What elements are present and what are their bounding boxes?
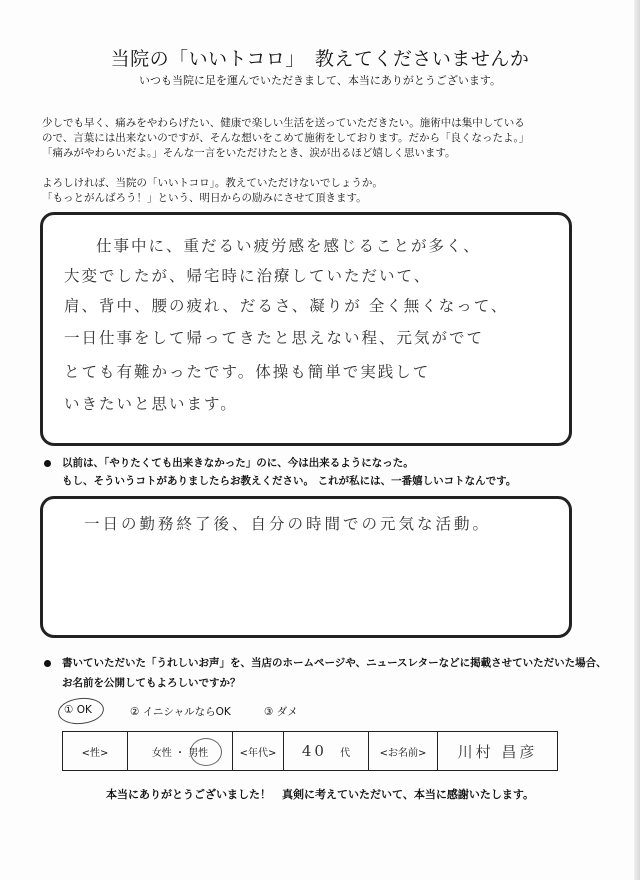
handwritten-answer-line: とても有難かったです。体操も簡単で実践して xyxy=(64,363,431,381)
intro-line: 「痛みがやわらいだよ。」そんな一言をいただけたとき、涙が出るほど嬉しく思います。 xyxy=(42,147,456,159)
name-field xyxy=(438,732,558,771)
handwritten-answer-line: いきたいと思います。 xyxy=(64,395,238,413)
selection-circle-mark xyxy=(57,696,105,727)
gender-separator: ・ xyxy=(175,747,185,759)
gender-label: <性> xyxy=(63,732,128,771)
bullet-icon xyxy=(44,460,51,467)
option-ok[interactable]: ① OK xyxy=(64,704,92,716)
option-no[interactable]: ③ ダメ xyxy=(264,706,298,718)
intro-line: 少しでも早く、痛みをやわらげたい、健康で楽しい生活を送っていただきたい。施術中は集中している xyxy=(42,117,525,129)
handwritten-answer-line: 肩、背中、腰の疲れ、だるさ、凝りが 全く無くなって、 xyxy=(64,297,509,315)
option-initials-ok[interactable]: ② イニシャルならOK xyxy=(130,706,231,718)
age-field xyxy=(284,732,369,771)
question-line: 書いていただいた「うれしいお声」を、当店のホームページや、ニュースレターなどに掲載させていただいた場合、 xyxy=(62,657,607,669)
gender-male: 男性 xyxy=(188,747,209,759)
gender-selection-circle-mark xyxy=(190,738,222,766)
intro-line: ので、言葉には出来ないのですが、そんな想いをこめて施術をしております。だから「良くなったよ。」 xyxy=(42,132,530,144)
bullet-icon xyxy=(44,660,51,667)
name-value: 川村 昌彦 xyxy=(457,742,538,761)
age-value: 40 xyxy=(301,742,327,760)
page-title: 当院の「いいトコロ」 教えてくださいませんか xyxy=(110,48,530,70)
question-line: お名前を公開してもよろしいですか？ xyxy=(62,677,241,689)
age-label: <年代> xyxy=(233,732,284,771)
request-line: よろしければ、当院の「いいトコロ」。教えていただけないでしょうか。 xyxy=(42,177,383,189)
gender-field xyxy=(128,732,233,771)
name-label: <お名前> xyxy=(369,732,438,771)
respondent-info-table xyxy=(62,731,558,771)
question-line: もし、そういうコトがありましたらお教えください。 これが私には、一番嬉しいコトなんです。 xyxy=(62,475,517,487)
intro-paragraph xyxy=(42,116,602,161)
request-line: 「もっとがんばろう！」という、明日からの励みにさせて頂きます。 xyxy=(42,192,367,204)
handwritten-answer-line: 一日仕事をして帰ってきたと思えない程、元気がでて xyxy=(64,329,485,347)
request-paragraph xyxy=(42,176,602,206)
closing-thanks: 本当にありがとうございました！ 真剣に考えていただいて、本当に感謝いたします。 xyxy=(106,788,534,801)
gender-female: 女性 xyxy=(151,747,172,759)
handwritten-answer-line: 大変でしたが、帰宅時に治療していただいて、 xyxy=(64,267,432,285)
handwritten-answer-line: 一日の勤務終了後、自分の時間での元気な活動。 xyxy=(84,515,492,533)
page-subtitle: いつも当院に足を運んでいただきまして、本当にありがとうございます。 xyxy=(139,74,501,87)
age-suffix: 代 xyxy=(340,748,351,759)
question-line: 以前は、「やりたくても出来きなかった」のに、今は出来るようになった。 xyxy=(62,457,414,469)
handwritten-answer-line: 仕事中に、重だるい疲労感を感じることが多く、 xyxy=(96,237,481,255)
